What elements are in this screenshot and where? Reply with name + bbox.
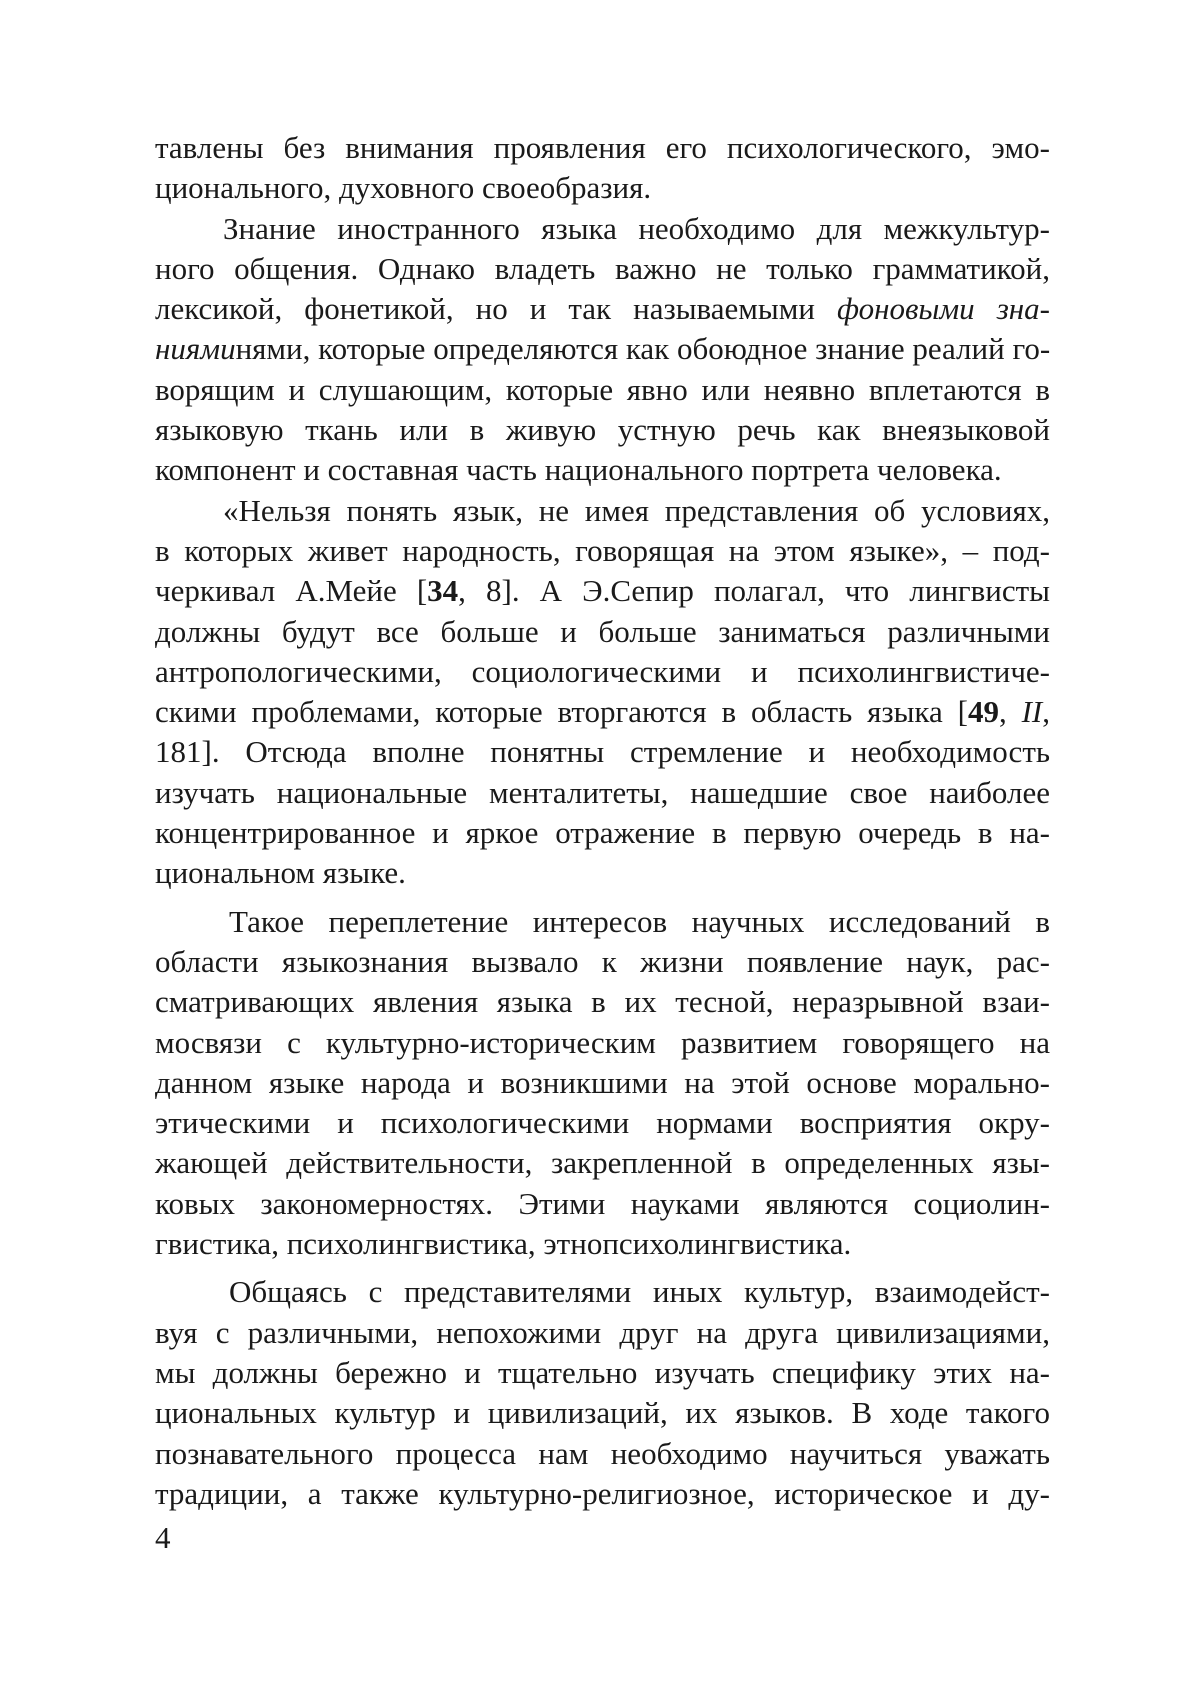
italic-term: ниями: [155, 331, 236, 367]
body-text: [155, 128, 1050, 1514]
text-line: концентрированное и яркое отражение в первую очередь в на-: [155, 815, 1050, 851]
paragraph-1: [155, 128, 1050, 209]
text-line: Такое переплетение интересов научных исследований в: [229, 903, 1050, 939]
text-line: [155, 289, 1050, 329]
text-line: гвистика, психолингвистика, этнопсихолингвистика.: [155, 1226, 852, 1262]
text-line: области языкознания вызвало к жизни появление наук, рас-: [155, 943, 1050, 979]
page-number: 4: [155, 1520, 171, 1555]
citation-volume: II: [1021, 694, 1043, 730]
text-line: [155, 692, 1050, 732]
text-line: в которых живет народность, говорящая на этом языке», – под-: [155, 532, 1050, 568]
text-line: тавлены без внимания проявления его психологического, эмо-: [155, 130, 1050, 165]
text-line: данном языке народа и возникшими на этой основе морально-: [155, 1064, 1050, 1100]
text-line: [155, 329, 1050, 369]
text-line: вуя с различными, непохожими друг на друга цивилизациями,: [155, 1314, 1050, 1350]
text-line: ковых закономерностях. Этими науками являются социолин-: [155, 1185, 1050, 1221]
text-span: ,: [998, 694, 1022, 730]
text-span: черкивал А.Мейе [: [155, 573, 428, 609]
italic-term: фоновыми зна-: [836, 291, 1050, 327]
text-span: ,: [1042, 694, 1050, 730]
text-line: жающей действительности, закрепленной в определенных язы-: [155, 1145, 1050, 1181]
text-line: «Нельзя понять язык, не имея представления об условиях,: [223, 492, 1050, 528]
text-line: этическими и психологическими нормами восприятия окру-: [155, 1105, 1050, 1141]
text-span: , 8]. А Э.Сепир полагал, что лингвисты: [458, 573, 1050, 609]
paragraph-2: [155, 209, 1050, 491]
text-line: Знание иностранного языка необходимо для межкультур-: [223, 210, 1050, 246]
text-span: лексикой, фонетикой, но и так называемыми: [155, 291, 837, 327]
paragraph-4: [155, 902, 1050, 1265]
text-line: 181]. Отсюда вполне понятны стремление и необходимость: [155, 734, 1050, 770]
text-line: традиции, а также культурно-религиозное, историческое и ду-: [155, 1475, 1050, 1511]
text-span: нями, которые определяются как обоюдное знание реалий го-: [235, 331, 1051, 367]
text-line: мы должны бережно и тщательно изучать специфику этих на-: [155, 1354, 1050, 1390]
text-line: мосвязи с культурно-историческим развитием говорящего на: [155, 1024, 1050, 1060]
text-line: [155, 571, 1050, 611]
text-line: компонент и составная часть национального портрета человека.: [155, 452, 1002, 488]
text-line: Общаясь с представителями иных культур, взаимодейст-: [229, 1274, 1050, 1310]
text-line: ного общения. Однако владеть важно не только грамматикой,: [155, 250, 1050, 286]
text-line: антропологическими, социологическими и психолингвистиче-: [155, 653, 1050, 689]
citation-number: 49: [967, 694, 999, 730]
text-line: познавательного процесса нам необходимо научиться уважать: [155, 1435, 1050, 1471]
text-line: ционального, духовного своеобразия.: [155, 170, 652, 206]
text-line: изучать национальные менталитеты, нашедшие свое наиболее: [155, 774, 1050, 810]
text-span: скими проблемами, которые вторгаются в область языка [: [155, 694, 968, 730]
text-line: циональных культур и цивилизаций, их языков. В ходе такого: [155, 1395, 1050, 1431]
paragraph-3: [155, 491, 1050, 894]
text-line: сматривающих явления языка в их тесной, неразрывной взаи-: [155, 984, 1050, 1020]
text-line: должны будут все больше и больше заниматься различными: [155, 613, 1050, 649]
text-line: языковую ткань или в живую устную речь как внеязыковой: [155, 412, 1050, 448]
text-line: циональном языке.: [155, 855, 406, 891]
text-line: ворящим и слушающим, которые явно или неявно вплетаются в: [155, 371, 1050, 407]
citation-number: 34: [427, 573, 459, 609]
paragraph-5: [155, 1272, 1050, 1514]
